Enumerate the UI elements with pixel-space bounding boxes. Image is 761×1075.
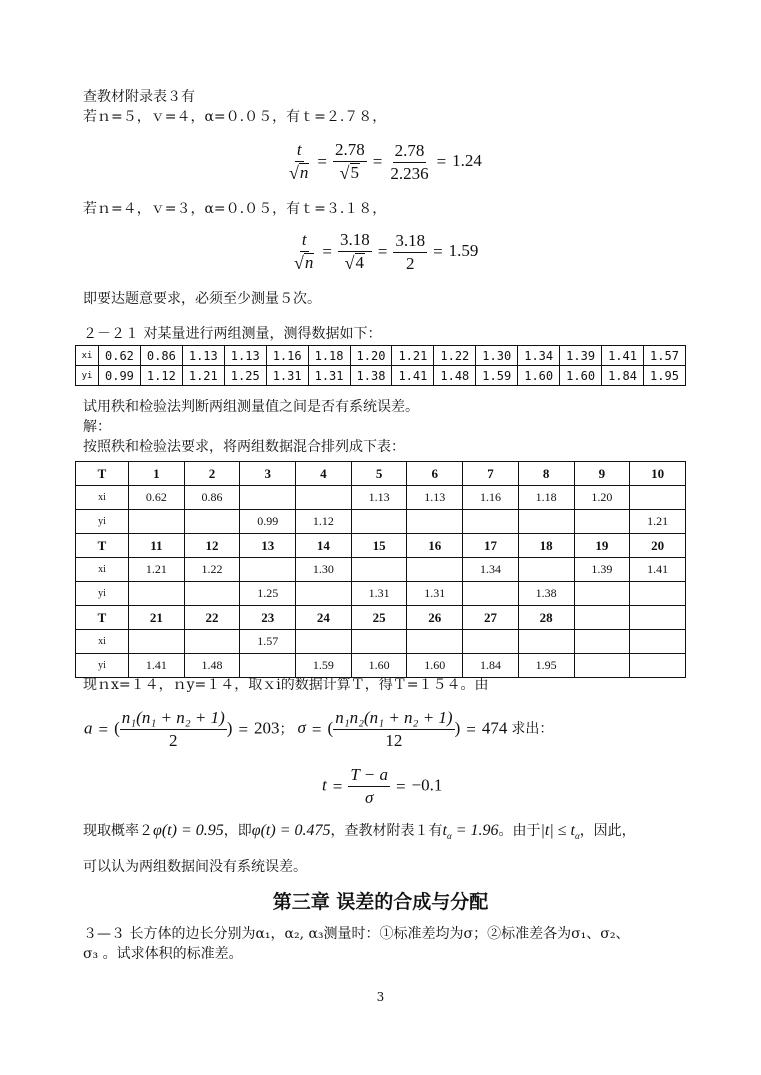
text-line-5: ２－２１ 对某量进行两组测量，测得数据如下： (83, 326, 382, 342)
equation-4: t = $\frac{T - a}{\sigma}$ = −0.1 (322, 765, 443, 807)
table-cell: 28 (518, 606, 574, 630)
row-label: xi (76, 346, 99, 366)
table-cell: 15 (351, 534, 407, 558)
table-cell: 4 (296, 462, 352, 486)
table-cell (463, 510, 519, 534)
table-cell: 0.62 (99, 346, 141, 366)
table-cell (630, 654, 686, 678)
table-cell (351, 510, 407, 534)
table-cell: 18 (518, 534, 574, 558)
table-cell (518, 510, 574, 534)
table-cell: 1.21 (392, 346, 434, 366)
table-cell (407, 558, 463, 582)
table-cell: 2 (184, 462, 240, 486)
table-cell: 8 (518, 462, 574, 486)
table-cell: 27 (463, 606, 519, 630)
table-cell: 1.13 (182, 346, 224, 366)
table-cell: 1.16 (266, 346, 308, 366)
table-cell (296, 630, 352, 654)
table-cell: 1.25 (224, 366, 266, 386)
text-line-10: 现取概率２φ(t) = 0.95，即φ(t) = 0.475，查教材附表１有$t_\alpha = 1.96$。由于$|t| \le t_\alpha$，因此， (83, 822, 636, 842)
table-cell: 1.21 (182, 366, 224, 386)
table-cell: 3 (240, 462, 296, 486)
text-line-7: 解： (83, 419, 111, 435)
table-cell: 7 (463, 462, 519, 486)
table-cell: 17 (463, 534, 519, 558)
table-cell: 0.86 (140, 346, 182, 366)
table-cell (240, 486, 296, 510)
table-row (76, 462, 686, 486)
table-cell: 22 (184, 606, 240, 630)
table-cell (129, 630, 185, 654)
text-line-1: 查教材附录表３有 (83, 89, 195, 105)
table-cell: 1 (129, 462, 185, 486)
table-cell: 1.84 (463, 654, 519, 678)
table-cell (184, 582, 240, 606)
table-row (76, 606, 686, 630)
table-row (76, 534, 686, 558)
table-cell (129, 510, 185, 534)
table-cell (407, 510, 463, 534)
table-cell (574, 630, 630, 654)
equation-1: t √ n = 2.78 √ 5 = $\frac{2.78}{2.236}$ = 1.24 (289, 140, 482, 183)
table-cell: 1.20 (350, 346, 392, 366)
text-line-9: 现ｎx=１４，ｎy=１４，取ｘi的数据计算Ｔ，得Ｔ=１５４。由 (83, 677, 489, 693)
table-row (76, 486, 686, 510)
table-cell (518, 630, 574, 654)
table-cell: 13 (240, 534, 296, 558)
table-cell (630, 582, 686, 606)
table-cell: 20 (630, 534, 686, 558)
table-cell (240, 654, 296, 678)
table-cell: 1.21 (630, 510, 686, 534)
table-row (76, 366, 686, 386)
x-label: xi (76, 558, 129, 582)
table-cell: 1.12 (296, 510, 352, 534)
table-cell: 0.99 (99, 366, 141, 386)
table-cell: 1.30 (476, 346, 518, 366)
y-label: yi (76, 510, 129, 534)
table-cell: 1.12 (140, 366, 182, 386)
table-cell (630, 486, 686, 510)
table-row (76, 510, 686, 534)
table-row (76, 654, 686, 678)
table-cell: 1.31 (407, 582, 463, 606)
table-cell: 5 (351, 462, 407, 486)
table-cell: 1.30 (296, 558, 352, 582)
text-line-6: 试用秩和检验法判断两组测量值之间是否有系统误差。 (83, 399, 419, 415)
table-cell: 11 (129, 534, 185, 558)
table-cell: 1.34 (463, 558, 519, 582)
table-cell (630, 630, 686, 654)
table-cell: 1.31 (308, 366, 350, 386)
table-cell: 1.84 (602, 366, 644, 386)
equation-3: a = ( $\frac{\text{n₁(n₁ + n₂ + 1)}}{2}$ ) = 203； σ = ( $\frac{\text{n₁n₂(n₁ + n₂ + 1)}}{12}$ ) = 474 求出： (84, 708, 554, 750)
measurement-table (75, 345, 686, 386)
table-cell: 1.95 (518, 654, 574, 678)
table-cell (351, 558, 407, 582)
page-number: 3 (376, 990, 385, 1004)
text-line-11: 可以认为两组数据间没有系统误差。 (83, 859, 307, 875)
table-cell: 1.39 (574, 558, 630, 582)
table-cell: 1.18 (518, 486, 574, 510)
table-cell: 0.86 (184, 486, 240, 510)
table-cell: 10 (630, 462, 686, 486)
table-cell: 0.62 (129, 486, 185, 510)
y-label: yi (76, 582, 129, 606)
table-cell: 9 (574, 462, 630, 486)
table-cell: 1.48 (184, 654, 240, 678)
table-cell: 1.48 (434, 366, 476, 386)
table-cell (184, 510, 240, 534)
rank-label: T (76, 534, 129, 558)
table-cell (129, 582, 185, 606)
table-cell: 1.13 (407, 486, 463, 510)
table-cell: 1.25 (240, 582, 296, 606)
table-cell (574, 582, 630, 606)
rank-table (75, 461, 686, 678)
table-cell: 14 (296, 534, 352, 558)
chapter-heading: 第三章 误差的合成与分配 (272, 891, 489, 913)
table-cell: 1.18 (308, 346, 350, 366)
table-cell: 1.22 (434, 346, 476, 366)
table-cell: 1.57 (643, 346, 685, 366)
table-cell (574, 606, 630, 630)
table-row (76, 558, 686, 582)
table-cell: 1.22 (184, 558, 240, 582)
table-cell: 1.21 (129, 558, 185, 582)
table-cell: 1.31 (266, 366, 308, 386)
table-cell (296, 486, 352, 510)
text-line-3: 若ｎ=４，ｖ=３，α=０.０５，有ｔ=３.１８， (83, 201, 387, 217)
table-cell: 1.41 (129, 654, 185, 678)
rank-label: T (76, 462, 129, 486)
x-label: xi (76, 630, 129, 654)
table-cell (463, 582, 519, 606)
table-cell (574, 510, 630, 534)
rank-label: T (76, 606, 129, 630)
table-cell (518, 558, 574, 582)
text-line-2: 若ｎ=５，ｖ=４，α=０.０５，有ｔ=２.７８， (83, 109, 387, 125)
table-cell (407, 630, 463, 654)
text-line-4: 即要达题意要求，必须至少测量５次。 (83, 291, 321, 307)
table-cell (574, 654, 630, 678)
x-label: xi (76, 486, 129, 510)
table-cell: 1.31 (351, 582, 407, 606)
table-cell (351, 630, 407, 654)
table-cell (184, 630, 240, 654)
table-cell: 1.34 (518, 346, 560, 366)
table-cell: 23 (240, 606, 296, 630)
text-line-8: 按照秩和检验法要求，将两组数据混合排列成下表： (83, 439, 405, 455)
table-row (76, 582, 686, 606)
table-cell: 1.59 (476, 366, 518, 386)
row-label: yi (76, 366, 99, 386)
table-cell (463, 630, 519, 654)
table-cell: 26 (407, 606, 463, 630)
table-cell (296, 582, 352, 606)
equation-2: t √ n = 3.18 √ 4 = $\frac{3.18}{2}$ = 1.59 (294, 230, 479, 273)
table-cell: 1.16 (463, 486, 519, 510)
table-cell: 1.38 (518, 582, 574, 606)
table-cell: 12 (184, 534, 240, 558)
table-cell: 6 (407, 462, 463, 486)
table-cell: 1.13 (224, 346, 266, 366)
table-cell: 1.20 (574, 486, 630, 510)
table-cell: 1.57 (240, 630, 296, 654)
table-cell: 1.59 (296, 654, 352, 678)
table-cell: 1.60 (518, 366, 560, 386)
table-cell: 16 (407, 534, 463, 558)
table-row (76, 630, 686, 654)
table-row (76, 346, 686, 366)
table-cell: 1.38 (350, 366, 392, 386)
y-label: yi (76, 654, 129, 678)
table-cell: 1.95 (643, 366, 685, 386)
table-cell: 1.60 (351, 654, 407, 678)
table-cell: 1.41 (392, 366, 434, 386)
table-cell: 1.39 (560, 346, 602, 366)
table-cell: 25 (351, 606, 407, 630)
table-cell (630, 606, 686, 630)
text-line-12: ３—３ 长方体的边长分别为α₁，α₂, α₃测量时：①标准差均为σ；②标准差各为σ₁、σ₂、 (83, 926, 630, 942)
table-cell: 21 (129, 606, 185, 630)
table-cell: 1.13 (351, 486, 407, 510)
table-cell: 24 (296, 606, 352, 630)
table-cell: 1.41 (602, 346, 644, 366)
table-cell: 1.60 (407, 654, 463, 678)
table-cell: 1.41 (630, 558, 686, 582)
text-line-13: σ₃ 。试求体积的标准差。 (83, 946, 243, 962)
table-cell (240, 558, 296, 582)
table-cell: 0.99 (240, 510, 296, 534)
table-cell: 1.60 (560, 366, 602, 386)
table-cell: 19 (574, 534, 630, 558)
